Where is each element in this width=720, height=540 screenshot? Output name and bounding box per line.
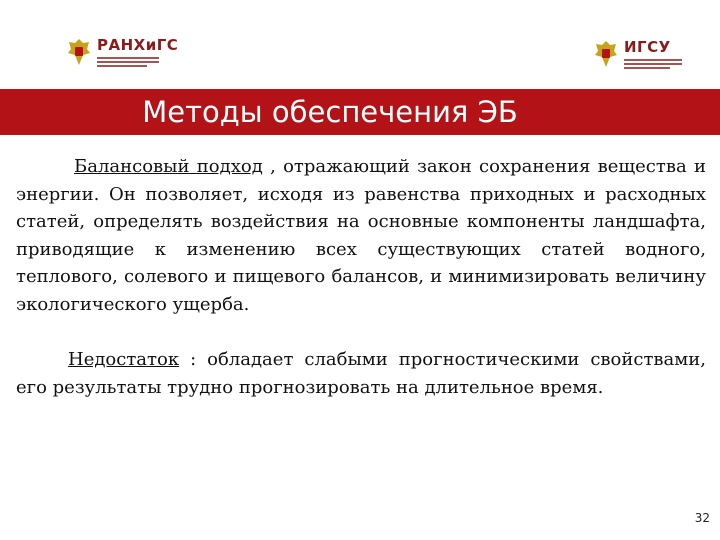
paragraph-balance-approach xyxy=(16,153,706,318)
eagle-emblem-icon xyxy=(593,39,619,69)
slide-content xyxy=(16,153,706,401)
right-logo-subtitle-lines xyxy=(624,57,682,69)
paragraph-1-text: , отражающий закон сохранения вещества и энергии. Он позволяет, исходя из равенства приходных и расходных статей, определять воздействия на основные компоненты ландшафта, приводящие к изменению всех существующих статей водного, теплового, солевого и пищевого балансов, и минимизировать величину экологического ущерба. xyxy=(16,156,706,315)
term-balance-approach: Балансовый подход xyxy=(74,156,263,177)
slide-title: Методы обеспечения ЭБ xyxy=(142,95,518,129)
paragraph-drawback xyxy=(16,346,706,401)
term-drawback: Недостаток xyxy=(68,349,180,370)
ranepa-logo xyxy=(66,36,178,68)
right-logo-name: ИГСУ xyxy=(624,38,671,56)
page-number: 32 xyxy=(694,511,710,525)
igsu-logo xyxy=(593,38,682,70)
left-logo-name: РАНХиГС xyxy=(97,36,179,54)
eagle-emblem-icon xyxy=(66,37,92,67)
paragraph-2-text: : обладает слабыми прогностическими свойствами, его результаты трудно прогнозировать на длительное время. xyxy=(16,349,706,398)
left-logo-subtitle-lines xyxy=(97,55,178,67)
